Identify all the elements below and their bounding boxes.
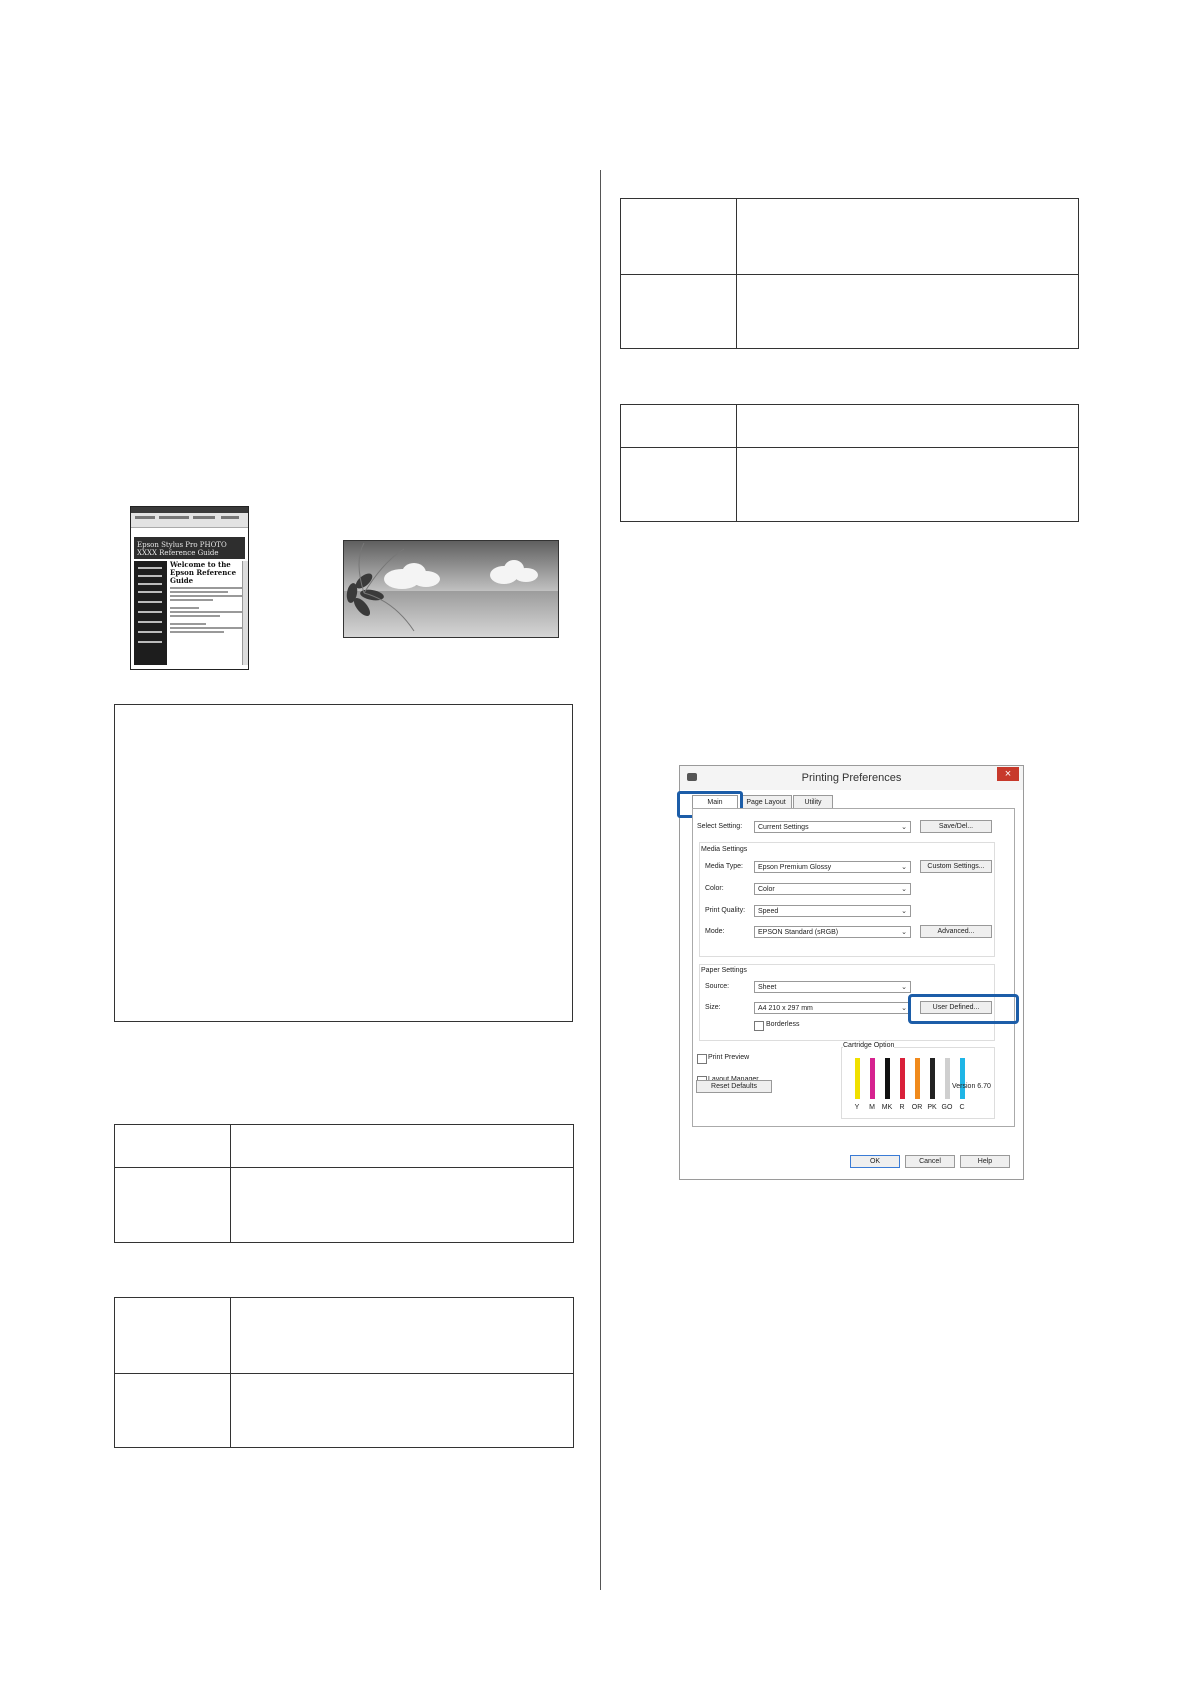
tab-page-layout[interactable]	[740, 795, 792, 809]
media-type-value: Epson Premium Glossy	[758, 864, 832, 871]
custom-settings-button[interactable]: Custom Settings...	[920, 860, 992, 873]
mode-value: EPSON Standard (sRGB)	[758, 929, 839, 936]
advanced-button[interactable]: Advanced...	[920, 925, 992, 938]
ink-level-bar	[945, 1058, 950, 1099]
cartridge-option-label: Cartridge Option	[843, 1042, 895, 1049]
tab-utility[interactable]	[793, 795, 833, 809]
ink-label: C	[959, 1104, 965, 1111]
print-preview-checkbox[interactable]	[697, 1054, 707, 1064]
guide-content	[170, 561, 242, 665]
help-button[interactable]: Help	[960, 1155, 1010, 1168]
select-setting-dropdown[interactable]	[754, 821, 911, 833]
cancel-button[interactable]: Cancel	[905, 1155, 955, 1168]
ink-label: Y	[854, 1104, 860, 1111]
chevron-down-icon: ⌄	[901, 864, 907, 871]
table-row	[115, 1168, 573, 1244]
user-defined-button[interactable]: User Defined...	[920, 1001, 992, 1014]
media-settings-label: Media Settings	[701, 846, 748, 853]
borderless-label: Borderless	[766, 1021, 800, 1028]
tab-page-layout-label: Page Layout	[746, 799, 786, 806]
close-button[interactable]: ×	[997, 767, 1019, 781]
ink-label: OR	[911, 1104, 923, 1111]
table-right-1	[620, 198, 1079, 349]
size-label: Size:	[705, 1004, 721, 1011]
size-value: A4 210 x 297 mm	[758, 1005, 813, 1012]
column-divider	[600, 170, 601, 1590]
ink-level-bar	[960, 1058, 965, 1099]
ink-level-bar	[885, 1058, 890, 1099]
version-label: Version 6.70	[952, 1083, 991, 1090]
chevron-down-icon: ⌄	[901, 824, 907, 831]
note-box	[114, 704, 573, 1022]
table-left-2	[114, 1297, 574, 1448]
dialog-title: Printing Preferences	[801, 772, 902, 784]
print-quality-value: Speed	[758, 908, 779, 915]
ink-label: GO	[941, 1104, 953, 1111]
table-left-1	[114, 1124, 574, 1243]
source-label: Source:	[705, 983, 730, 990]
table-row	[115, 1125, 573, 1168]
guide-banner	[134, 537, 245, 559]
media-type-dropdown[interactable]	[754, 861, 911, 873]
table-row	[621, 405, 1078, 448]
mode-label: Mode:	[705, 928, 725, 935]
color-label: Color:	[705, 885, 724, 892]
source-value: Sheet	[758, 984, 777, 991]
chevron-down-icon: ⌄	[901, 886, 907, 893]
table-row	[115, 1298, 573, 1374]
table-row	[621, 275, 1078, 350]
ink-level-bar	[870, 1058, 875, 1099]
save-del-button[interactable]: Save/Del...	[920, 820, 992, 833]
chevron-down-icon: ⌄	[901, 1005, 907, 1012]
chevron-down-icon: ⌄	[901, 929, 907, 936]
chevron-down-icon: ⌄	[901, 908, 907, 915]
guide-toolbar	[131, 513, 248, 528]
table-row	[621, 448, 1078, 523]
print-quality-dropdown[interactable]	[754, 905, 911, 917]
select-setting-label: Select Setting:	[697, 823, 743, 830]
source-dropdown[interactable]	[754, 981, 911, 993]
chevron-down-icon: ⌄	[901, 984, 907, 991]
ok-button[interactable]: OK	[850, 1155, 900, 1168]
mode-dropdown[interactable]	[754, 926, 911, 938]
landscape-image	[343, 540, 559, 638]
ink-level-bar	[915, 1058, 920, 1099]
select-setting-value: Current Settings	[758, 824, 809, 831]
reset-defaults-button[interactable]: Reset Defaults	[696, 1080, 772, 1093]
borderless-checkbox[interactable]	[754, 1021, 764, 1031]
printing-preferences-dialog	[679, 765, 1024, 1180]
table-row	[621, 199, 1078, 275]
ink-label: PK	[927, 1104, 937, 1111]
guide-scrollbar	[242, 561, 248, 665]
guide-heading: Welcome to the Epson Reference Guide	[170, 560, 237, 585]
size-dropdown[interactable]	[754, 1002, 911, 1014]
media-type-label: Media Type:	[705, 863, 744, 870]
guide-banner-text: Epson Stylus Pro PHOTO XXXX Reference Guide	[137, 541, 227, 557]
user-defined-highlight	[908, 994, 1019, 1024]
ink-level-bar	[930, 1058, 935, 1099]
print-quality-label: Print Quality:	[705, 907, 746, 914]
paper-settings-label: Paper Settings	[701, 967, 747, 974]
table-row	[115, 1374, 573, 1449]
table-right-2	[620, 404, 1079, 522]
dialog-titlebar	[680, 766, 1023, 790]
color-value: Color	[758, 886, 775, 893]
ink-label: M	[869, 1104, 875, 1111]
guide-sidebar	[134, 561, 167, 665]
tab-main-label: Main	[707, 799, 723, 806]
print-preview-label: Print Preview	[708, 1054, 750, 1061]
tab-utility-label: Utility	[804, 799, 822, 806]
ink-label: MK	[881, 1104, 893, 1111]
ink-label: R	[899, 1104, 905, 1111]
reference-guide-thumbnail	[130, 506, 249, 670]
ink-level-bar	[900, 1058, 905, 1099]
color-dropdown[interactable]	[754, 883, 911, 895]
ink-level-bar	[855, 1058, 860, 1099]
